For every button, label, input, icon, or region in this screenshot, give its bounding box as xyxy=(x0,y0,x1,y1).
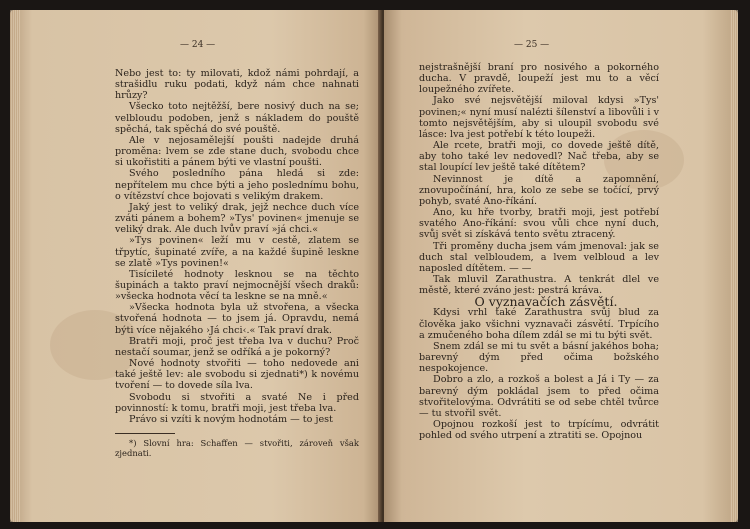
paragraph: Svého posledního pána hledá si zde: nepřítelem mu chce býti a jeho poslednímu bohu, o vítězství chce bojovati s velikým drakem. xyxy=(115,168,359,202)
paragraph: Ale v nejosamělejší poušti nadejde druhá proměna: lvem se zde stane duch, svobodu chce si ukořistiti a pánem býti ve vlastní poušti. xyxy=(115,134,359,169)
paragraph: Snem zdál se mi tu svět a básní jakéhos boha; barevný dým před očima božského nespokojence. xyxy=(419,340,659,375)
paragraph: Nebo jest to: ty milovati, kdož námi pohrdají, a strašidlu ruku podati, když nám chce nahnati hrůzy? xyxy=(115,68,359,102)
paragraph: Všecko toto nejtěžší, bere nosivý duch na se; velbloudu podoben, jenž s nákladem do pouště spěchá, tak spěchá do své pouště. xyxy=(115,101,359,135)
paragraph: Ano, ku hře tvorby, bratři moji, jest potřebí svatého Ano-říkání: svou vůli chce nyní duch, svůj svět si získává tento světu ztracený. xyxy=(419,207,659,241)
page-edges-left xyxy=(10,10,20,522)
paragraph: Dobro a zlo, a rozkoš a bolest a Já i Ty — za barevný dým pokládal jsem to před očima stvořitelovýma. Odvrátiti se od sebe chtěl tvůrce — tu stvořil svět. xyxy=(419,374,659,419)
right-page-text xyxy=(419,62,659,441)
page-edges-right xyxy=(730,10,738,522)
paragraph: Opojnou rozkoší jest to trpícímu, odvrátit pohled od svého utrpení a ztratiti se. Opojnou xyxy=(419,419,659,442)
paragraph: Nové hodnoty stvořiti — toho nedovede ani také ještě lev: ale svobodu si zjednati*) k novému tvoření — to dovede síla lva. xyxy=(115,358,359,392)
footnote: *) Slovní hra: Schaffen — stvořiti, zároveň však zjednati. xyxy=(115,438,359,458)
paragraph: Jaký jest to veliký drak, jejž nechce duch více zváti pánem a bohem? »Tys' povinen« jmenuje se veliký drak. Ale duch lvův praví »já chci.« xyxy=(115,201,359,236)
left-page-number: — 24 — xyxy=(180,40,216,50)
paragraph: Jako své nejsvětější miloval kdysi »Tys' povinen;« nyní musí nalézti šílenství a libovůli i v tomto nejsvětějším, aby si uloupil svobodu své lásce: lva jest potřebí k této loupeži. xyxy=(419,95,659,140)
paragraph: Tak mluvil Zarathustra. A tenkrát dlel ve městě, které zváno jest: pestrá kráva. xyxy=(419,273,659,297)
right-page-number: — 25 — xyxy=(514,40,550,50)
paragraph: Kdysi vrhl také Zarathustra svůj blud za člověka jako všichni vyznavači zásvětí. Trpícího a zmučeného boha dílem zdál se mi tu býti svět. xyxy=(419,307,659,341)
right-page xyxy=(384,10,738,522)
paragraph: nejstrašnější braní pro nosivého a pokorného ducha. V pravdě, loupeží jest mu to a věcí loupežného zvířete. xyxy=(419,62,659,96)
paragraph: Nevinnost je dítě a zapomnění, znovupočínání, hra, kolo ze sebe se točící, prvý pohyb, svaté Ano-říkání. xyxy=(419,173,659,207)
paragraph: »Všecka hodnota byla už stvořena, a všecka stvořená hodnota — to jsem já. Opravdu, nemá býti více nějakého ›Já chci‹.« Tak praví drak. xyxy=(115,302,359,336)
open-book xyxy=(10,10,738,522)
left-page-text xyxy=(115,68,359,458)
paragraph: Tisícileté hodnoty lesknou se na těchto šupinách a takto praví nejmocnější všech draků: »všecka hodnota věcí ta leskne se na mně.« xyxy=(115,268,359,303)
paragraph: Svobodu si stvořiti a svaté Ne i před povinností: k tomu, bratři moji, jest třeba lva. xyxy=(115,391,359,414)
paragraph: Ale rcete, bratři moji, co dovede ještě dítě, aby toho také lev nedovedl? Nač třeba, aby se stal loupící lev ještě také dítětem? xyxy=(419,140,659,174)
chapter-title: O vyznavačích zásvětí. xyxy=(474,294,618,310)
paragraph: »Tys povinen« leží mu v cestě, zlatem se třpytíc, šupinaté zvíře, a na každé šupině leskne se zlatě »Tys povinen!« xyxy=(115,235,359,269)
paragraph: Bratři moji, proč jest třeba lva v duchu? Proč nestačí soumar, jenž se odříká a je pokorný? xyxy=(115,335,359,358)
paragraph: Právo si vzíti k novým hodnotám — to jest xyxy=(129,413,333,425)
paragraph: Tři proměny ducha jsem vám jmenoval: jak se duch stal velbloudem, a lvem velbloud a lev naposled dítětem. — — xyxy=(419,240,659,274)
left-page xyxy=(10,10,382,522)
footnote-rule xyxy=(115,433,175,434)
